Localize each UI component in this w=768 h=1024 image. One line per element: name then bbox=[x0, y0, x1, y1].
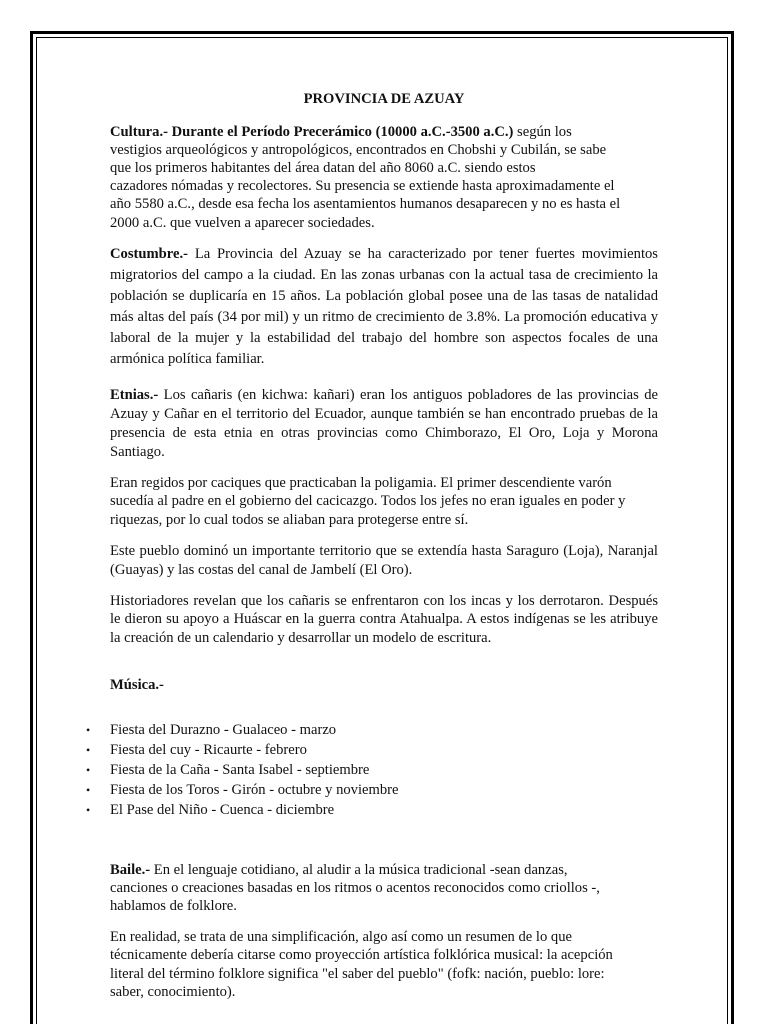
document-body bbox=[86, 90, 658, 1013]
baile-text-1: En el lenguaje cotidiano, al aludir a la música tradicional -sean danzas, bbox=[150, 861, 568, 878]
bullet-icon: • bbox=[86, 742, 91, 757]
bullet-icon: • bbox=[86, 762, 91, 777]
bullet-icon: • bbox=[86, 783, 91, 798]
cultura-text-1: según los bbox=[513, 123, 572, 140]
cultura-heading: Cultura.- Durante el Período Precerámico (10000 a.C.-3500 a.C.) bbox=[110, 123, 514, 140]
etnias-heading: Etnias.- bbox=[110, 387, 159, 404]
cultura-text-4: cazadores nómadas y recolectores. Su presencia se extiende hasta aproximadamente el bbox=[110, 178, 615, 195]
baile-text-3: hablamos de folklore. bbox=[110, 898, 237, 915]
list-item: • Fiesta del cuy - Ricaurte - febrero bbox=[86, 740, 658, 760]
baile-text-2: canciones o creaciones basadas en los ritmos o acentos reconocidos como criollos -, bbox=[110, 879, 600, 896]
territorio-paragraph: Este pueblo dominó un importante territorio que se extendía hasta Saraguro (Loja), Naranjal (Guayas) y las costas del canal de Jambelí (El Oro). bbox=[110, 542, 658, 578]
baile-heading: Baile.- bbox=[110, 861, 151, 878]
bullet-icon: • bbox=[86, 803, 91, 818]
list-item: • El Pase del Niño - Cuenca - diciembre bbox=[86, 800, 658, 820]
etnias-paragraph bbox=[110, 386, 658, 461]
cultura-text-2: vestigios arqueológicos y antropológicos, encontrados en Chobshi y Cubilán, se sabe bbox=[110, 141, 607, 158]
cultura-text-3: que los primeros habitantes del área datan del año 8060 a.C. siendo estos bbox=[110, 160, 536, 176]
baile-paragraph bbox=[110, 861, 658, 916]
etnias-text: Los cañaris (en kichwa: kañari) eran los antiguos pobladores de las provincias de Azuay y Cañar en el territorio del Ecuador, aunque también se han encontrado pruebas de la presencia de esta etnia en otras provincias como Chimborazo, El Oro, Loja y Morona Santiago. bbox=[110, 387, 658, 460]
cultura-text-5: año 5580 a.C., desde esa fecha los asentamientos humanos desaparecen y no es hasta el bbox=[110, 196, 621, 213]
folklore-text-2: técnicamente debería citarse como proyección artística folklórica musical: la acepción bbox=[110, 947, 613, 964]
caciques-text-1: Eran regidos por caciques que practicaban la poligamia. El primer descendiente varón bbox=[110, 474, 612, 491]
list-item: • Fiesta del Durazno - Gualaceo - marzo bbox=[86, 720, 658, 740]
historiadores-paragraph: Historiadores revelan que los cañaris se enfrentaron con los incas y los derrotaron. Después le dieron su apoyo a Huáscar en la guerra contra Atahualpa. A estos indígenas se les atribuye la creación de un calendario y desarrollar un modelo de escritura. bbox=[110, 592, 658, 647]
folklore-paragraph bbox=[110, 928, 658, 1002]
page-title: PROVINCIA DE AZUAY bbox=[303, 91, 465, 107]
fiestas-list bbox=[86, 720, 658, 821]
musica-heading: Música.- bbox=[110, 676, 164, 693]
folklore-text-3: literal del término folklore significa "el saber del pueblo" (fofk: nación, pueblo: lore: bbox=[110, 965, 605, 982]
costumbre-heading: Costumbre.- bbox=[110, 245, 188, 262]
costumbre-paragraph bbox=[110, 244, 658, 371]
list-item: • Fiesta de los Toros - Girón - octubre y noviembre bbox=[86, 780, 658, 800]
caciques-text-2: sucedía al padre en el gobierno del cacicazgo. Todos los jefes no eran iguales en poder y bbox=[110, 493, 626, 510]
musica-heading-line bbox=[110, 676, 658, 695]
cultura-paragraph bbox=[110, 123, 658, 232]
caciques-paragraph bbox=[110, 474, 658, 530]
caciques-text-3: riquezas, por lo cual todos se aliaban para protegerse entre sí. bbox=[110, 512, 469, 529]
folklore-text-1: En realidad, se trata de una simplificación, algo así como un resumen de lo que bbox=[110, 928, 572, 945]
cultura-text-6: 2000 a.C. que vuelven a aparecer sociedades. bbox=[110, 214, 375, 231]
bullet-icon: • bbox=[86, 722, 91, 737]
folklore-text-4: saber, conocimiento). bbox=[110, 983, 236, 1000]
costumbre-text: La Provincia del Azuay se ha caracterizado por tener fuertes movimientos migratorios del campo a la ciudad. En las zonas urbanas con la actual tasa de crecimiento la población se duplicaría en 15 años. La población global posee una de las tasas de natalidad más altas del país (34 por mil) y un ritmo de crecimiento de 3.8%. La promoción educativa y laboral de la mujer y la estabilidad del trabajo del hombre son aspectos focales de una armónica política familiar. bbox=[110, 245, 658, 368]
list-item: • Fiesta de la Caña - Santa Isabel - septiembre bbox=[86, 760, 658, 780]
